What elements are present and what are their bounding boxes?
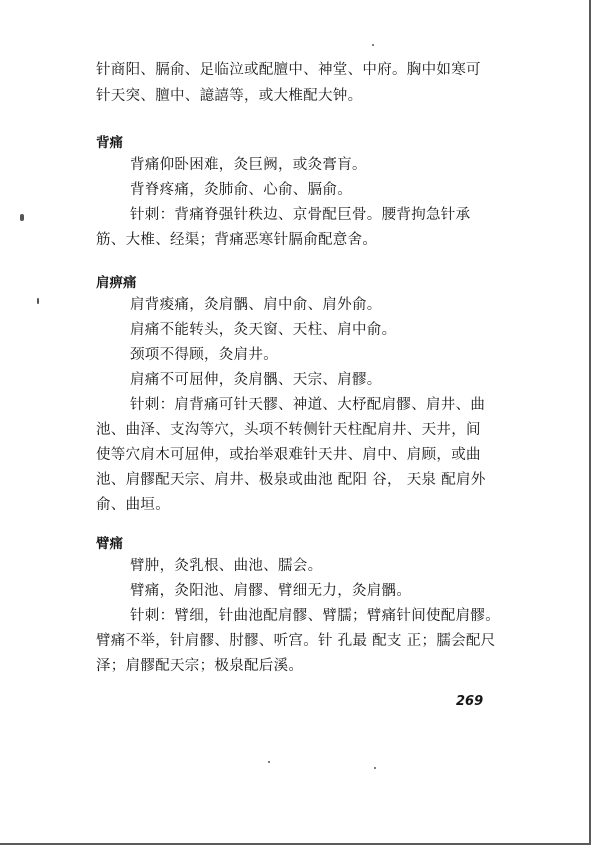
- body-line: 针商阳、膈俞、足临泣或配膻中、神堂、中府。胸中如寒可: [96, 62, 481, 78]
- body-line: 臂痛不举，针肩髎、肘髎、听宫。针 孔最 配支 正；臑会配尺: [96, 633, 496, 649]
- body-line: 池、肩髎配天宗、肩井、极泉或曲池 配阳 谷， 天泉 配肩外: [96, 472, 486, 488]
- body-line: 肩痛不能转头，灸天窗、天柱、肩中俞。: [130, 322, 397, 338]
- section-heading-back-pain: 背痛: [96, 135, 123, 151]
- body-line: 筋、大椎、经渠；背痛恶寒针膈俞配意舍。: [96, 232, 378, 248]
- section-heading-shoulder-pain: 肩痹痛: [96, 275, 137, 291]
- body-line: 背痛仰卧困难，灸巨阙，或灸膏肓。: [130, 157, 367, 173]
- body-line: 臂痛，灸阳池、肩髎、臂细无力，灸肩髃。: [130, 583, 412, 599]
- body-line: 使等穴肩木可屈伸，或抬举艰难针天井、肩中、肩顾，或曲: [96, 447, 481, 463]
- body-line: 针刺：背痛脊强针秩边、京骨配巨骨。腰背拘急针承: [130, 207, 471, 223]
- scan-speck: [268, 761, 270, 763]
- body-line: 肩痛不可屈伸，灸肩髃、天宗、肩髎。: [130, 372, 382, 388]
- body-line: 背脊疼痛，灸肺俞、心俞、膈俞。: [130, 182, 352, 198]
- margin-mark: [37, 298, 39, 304]
- scan-speck: [374, 767, 376, 769]
- body-line: 颈项不得顾，灸肩井。: [130, 347, 278, 363]
- body-line: 针天突、膻中、譩譆等，或大椎配大钟。: [96, 88, 363, 104]
- body-line: 俞、曲垣。: [96, 497, 170, 513]
- body-line: 池、曲泽、支沟等穴，头项不转侧针天柱配肩井、天井，间: [96, 422, 481, 438]
- body-line: 肩背痠痛，灸肩髃、肩中俞、肩外俞。: [130, 297, 382, 313]
- body-line: 泽；肩髎配天宗；极泉配后溪。: [96, 658, 304, 674]
- page-number: 269: [456, 694, 484, 709]
- margin-mark: [20, 214, 24, 221]
- scan-speck: [372, 44, 374, 46]
- body-line: 针刺：臂细，针曲池配肩髎、臂臑；臂痛针间使配肩髎。: [130, 608, 500, 624]
- section-heading-arm-pain: 臂痛: [96, 536, 123, 552]
- body-line: 针刺：肩背痛可针天髎、神道、大杼配肩髎、肩井、曲: [130, 397, 486, 413]
- body-line: 臂肿，灸乳根、曲池、臑会。: [130, 558, 323, 574]
